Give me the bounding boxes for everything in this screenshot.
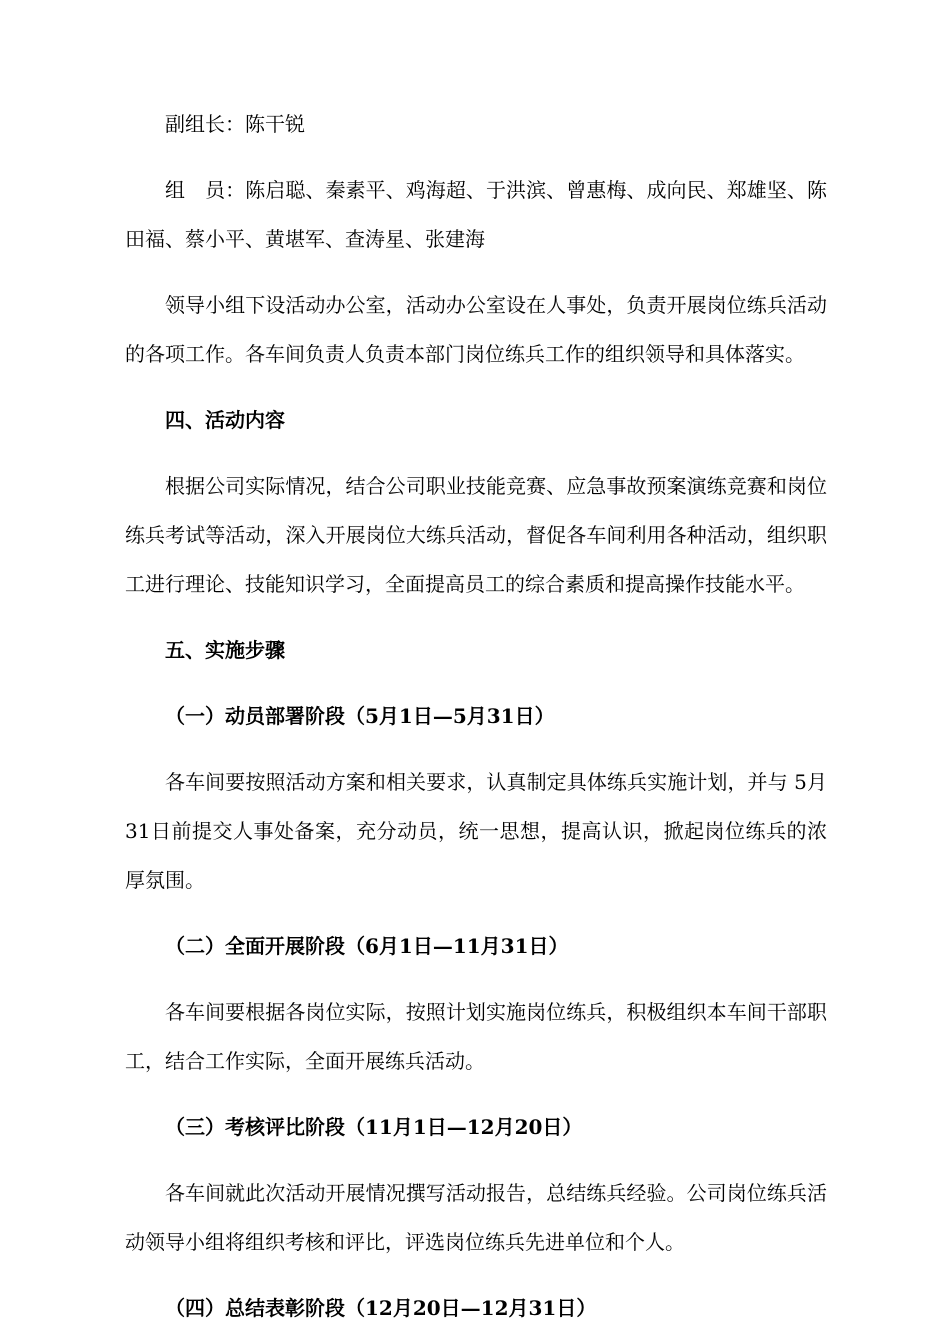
step-2-body: 各车间要根据各岗位实际，按照计划实施岗位练兵，积极组织本车间干部职工，结合工作实际，全面开展练兵活动。 (125, 1000, 827, 1073)
office-paragraph: 领导小组下设活动办公室，活动办公室设在人事处，负责开展岗位练兵活动的各项工作。各车间负责人负责本部门岗位练兵工作的组织领导和具体落实。 (125, 293, 827, 366)
section-4-heading: 四、活动内容 (165, 408, 285, 432)
deputy-leader-line: 副组长：陈干锐 (165, 112, 305, 136)
document-body (125, 100, 827, 1333)
step-2-heading: （二）全面开展阶段（6月1日—11月31日） (165, 934, 569, 958)
step-1-heading: （一）动员部署阶段（5月1日—5月31日） (165, 704, 555, 728)
members-paragraph: 组 员：陈启聪、秦素平、鸡海超、于洪滨、曾惠梅、成向民、郑雄坚、陈田福、蔡小平、黄堪军、查涛星、张建海 (125, 178, 827, 251)
section-4-body: 根据公司实际情况，结合公司职业技能竞赛、应急事故预案演练竞赛和岗位练兵考试等活动，深入开展岗位大练兵活动，督促各车间利用各种活动，组织职工进行理论、技能知识学习，全面提高员工的综合素质和提高操作技能水平。 (125, 474, 827, 596)
step-3-body: 各车间就此次活动开展情况撰写活动报告，总结练兵经验。公司岗位练兵活动领导小组将组织考核和评比，评选岗位练兵先进单位和个人。 (125, 1181, 827, 1254)
step-4-heading: （四）总结表彰阶段（12月20日—12月31日） (165, 1296, 597, 1320)
step-3-heading: （三）考核评比阶段（11月1日—12月20日） (165, 1115, 583, 1139)
step-1-body: 各车间要按照活动方案和相关要求，认真制定具体练兵实施计划，并与 5月31日前提交人事处备案，充分动员，统一思想，提高认识，掀起岗位练兵的浓厚氛围。 (125, 770, 827, 892)
section-5-heading: 五、实施步骤 (165, 638, 285, 662)
